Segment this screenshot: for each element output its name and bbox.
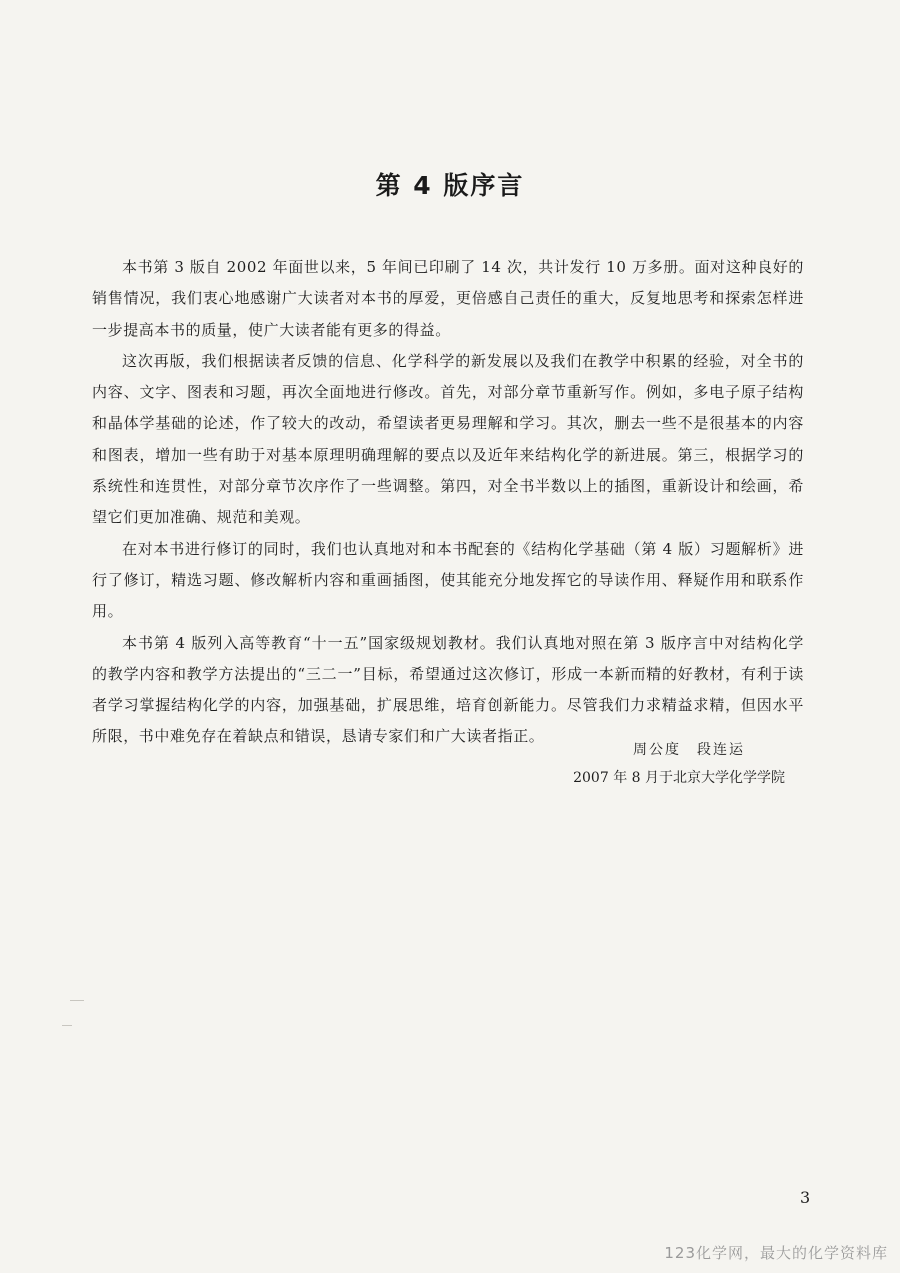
watermark: 123化学网，最大的化学资料库: [664, 1244, 888, 1262]
signature-block: [540, 736, 785, 792]
paragraph-3: 在对本书进行修订的同时，我们也认真地对和本书配套的《结构化学基础（第 4 版）习题解析》进行了修订，精选习题、修改解析内容和重画插图，使其能充分地发挥它的导读作用、释疑作用和联系作用。: [92, 539, 804, 621]
paragraph-4: 本书第 4 版列入高等教育“十一五”国家级规划教材。我们认真地对照在第 3 版序言中对结构化学的教学内容和教学方法提出的“三二一”目标，希望通过这次修订，形成一本新而精的好教材，有利于读者学习掌握结构化学的内容，加强基础，扩展思维，培育创新能力。尽管我们力求精益求精，但因水平所限，书中难免存在着缺点和错误，恳请专家们和广大读者指正。: [92, 633, 804, 746]
page-title: 第 4 版序言: [375, 171, 525, 200]
paragraph-1: 本书第 3 版自 2002 年面世以来，5 年间已印刷了 14 次，共计发行 10 万多册。面对这种良好的销售情况，我们衷心地感谢广大读者对本书的厚爱，更倍感自己责任的重大，反复地思考和探索怎样进一步提高本书的质量，使广大读者能有更多的得益。: [92, 258, 804, 339]
author-names: [540, 736, 785, 764]
signature-date-place: 2007 年 8 月于北京大学化学学院: [573, 770, 785, 786]
scan-artifact: [62, 1025, 72, 1026]
page-number: 3: [800, 1188, 811, 1207]
scan-artifact: [70, 1000, 84, 1001]
author-name: 段连运: [697, 742, 745, 758]
author-name: 周公度: [633, 742, 681, 758]
paragraph-2: 这次再版，我们根据读者反馈的信息、化学科学的新发展以及我们在教学中积累的经验，对全书的内容、文字、图表和习题，再次全面地进行修改。首先，对部分章节重新写作。例如，多电子原子结构和晶体学基础的论述，作了较大的改动，希望读者更易理解和学习。其次，删去一些不是很基本的内容和图表，增加一些有助于对基本原理明确理解的要点以及近年来结构化学的新进展。第三，根据学习的系统性和连贯性，对部分章节次序作了一些调整。第四，对全书半数以上的插图，重新设计和绘画，希望它们更加准确、规范和美观。: [92, 351, 804, 527]
preface-body: [92, 252, 804, 753]
